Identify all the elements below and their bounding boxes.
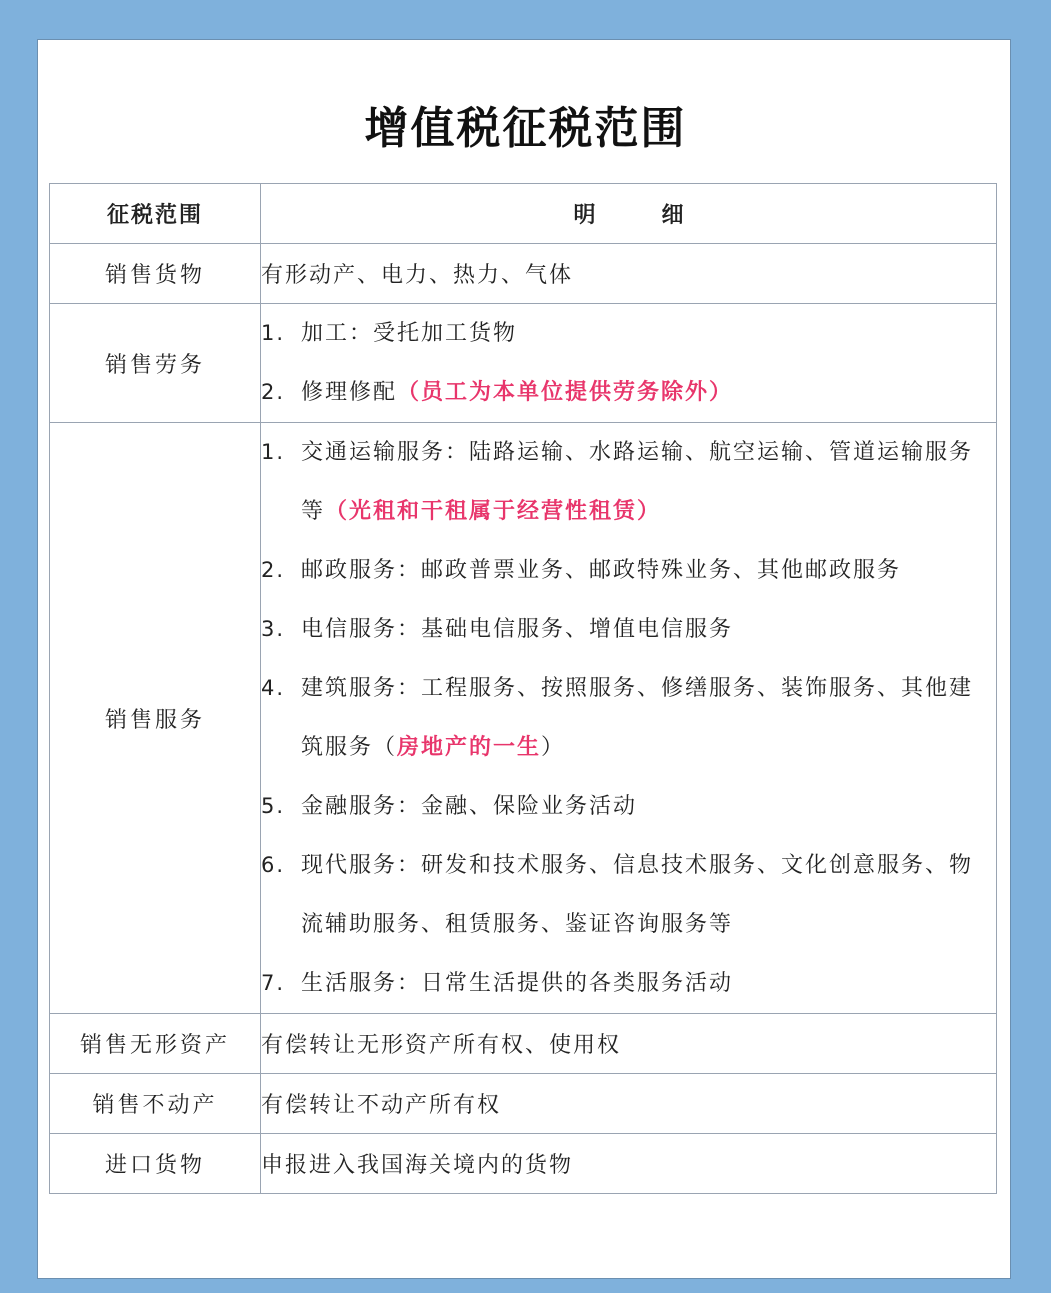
item-text-main: 交通运输服务：陆路运输、水路运输、航空运输、管道运输服务等 <box>301 440 974 524</box>
table-row <box>50 423 997 1014</box>
item-text <box>301 363 996 422</box>
page-title: 增值税征税范围 <box>364 103 687 154</box>
list-item <box>261 777 996 836</box>
list-item <box>261 600 996 659</box>
item-text: 邮政服务：邮政普票业务、邮政特殊业务、其他邮政服务 <box>301 558 902 583</box>
item-number: 1. <box>261 440 286 464</box>
item-text: 现代服务：研发和技术服务、信息技术服务、文化创意服务、物流辅助服务、租赁服务、鉴证咨询服务等 <box>301 853 974 937</box>
list-item <box>261 541 996 600</box>
header-detail: 明 细 <box>261 184 997 244</box>
item-number: 2. <box>261 380 286 404</box>
table-row <box>50 1014 997 1074</box>
row-category: 进口货物 <box>50 1134 261 1194</box>
table-header-row <box>50 184 997 244</box>
item-text <box>301 423 996 541</box>
row-detail: 有偿转让不动产所有权 <box>261 1074 997 1134</box>
item-number: 7. <box>261 971 286 995</box>
header-scope: 征税范围 <box>50 184 261 244</box>
item-text-main: 修理修配 <box>301 380 398 405</box>
table-row <box>50 244 997 304</box>
row-category: 销售服务 <box>50 423 261 1014</box>
table-row <box>50 304 997 423</box>
list-item <box>261 363 996 422</box>
item-number: 5. <box>261 794 286 818</box>
item-text <box>301 304 996 363</box>
list-item <box>261 836 996 954</box>
item-number: 2. <box>261 558 286 582</box>
table-row <box>50 1134 997 1194</box>
item-text-tail: ） <box>541 735 566 760</box>
row-category: 销售不动产 <box>50 1074 261 1134</box>
row-detail: 有偿转让无形资产所有权、使用权 <box>261 1014 997 1074</box>
row-category: 销售劳务 <box>50 304 261 423</box>
list-item <box>261 304 996 363</box>
table-row <box>50 1074 997 1134</box>
item-text <box>301 659 996 777</box>
tax-scope-table <box>49 183 997 1194</box>
row-detail: 有形动产、电力、热力、气体 <box>261 244 997 304</box>
item-number: 4. <box>261 676 286 700</box>
item-number: 1. <box>261 321 286 345</box>
item-number: 3. <box>261 617 286 641</box>
highlight-note: （光租和干租属于经营性租赁） <box>325 498 662 524</box>
item-text: 生活服务：日常生活提供的各类服务活动 <box>301 971 734 996</box>
item-text-main: 建筑服务：工程服务、按照服务、修缮服务、装饰服务、其他建筑服务（ <box>301 676 974 760</box>
row-detail-list <box>261 423 997 1014</box>
highlight-note: 房地产的一生 <box>397 734 542 760</box>
row-detail: 申报进入我国海关境内的货物 <box>261 1134 997 1194</box>
list-item <box>261 423 996 541</box>
item-text-main: 加工：受托加工货物 <box>301 321 518 346</box>
row-category: 销售无形资产 <box>50 1014 261 1074</box>
item-text: 电信服务：基础电信服务、增值电信服务 <box>301 617 734 642</box>
item-number: 6. <box>261 853 286 877</box>
list-item <box>261 659 996 777</box>
highlight-note: （员工为本单位提供劳务除外） <box>397 379 734 405</box>
item-text: 金融服务：金融、保险业务活动 <box>301 794 638 819</box>
row-category: 销售货物 <box>50 244 261 304</box>
row-detail-list <box>261 304 997 423</box>
list-item <box>261 954 996 1013</box>
